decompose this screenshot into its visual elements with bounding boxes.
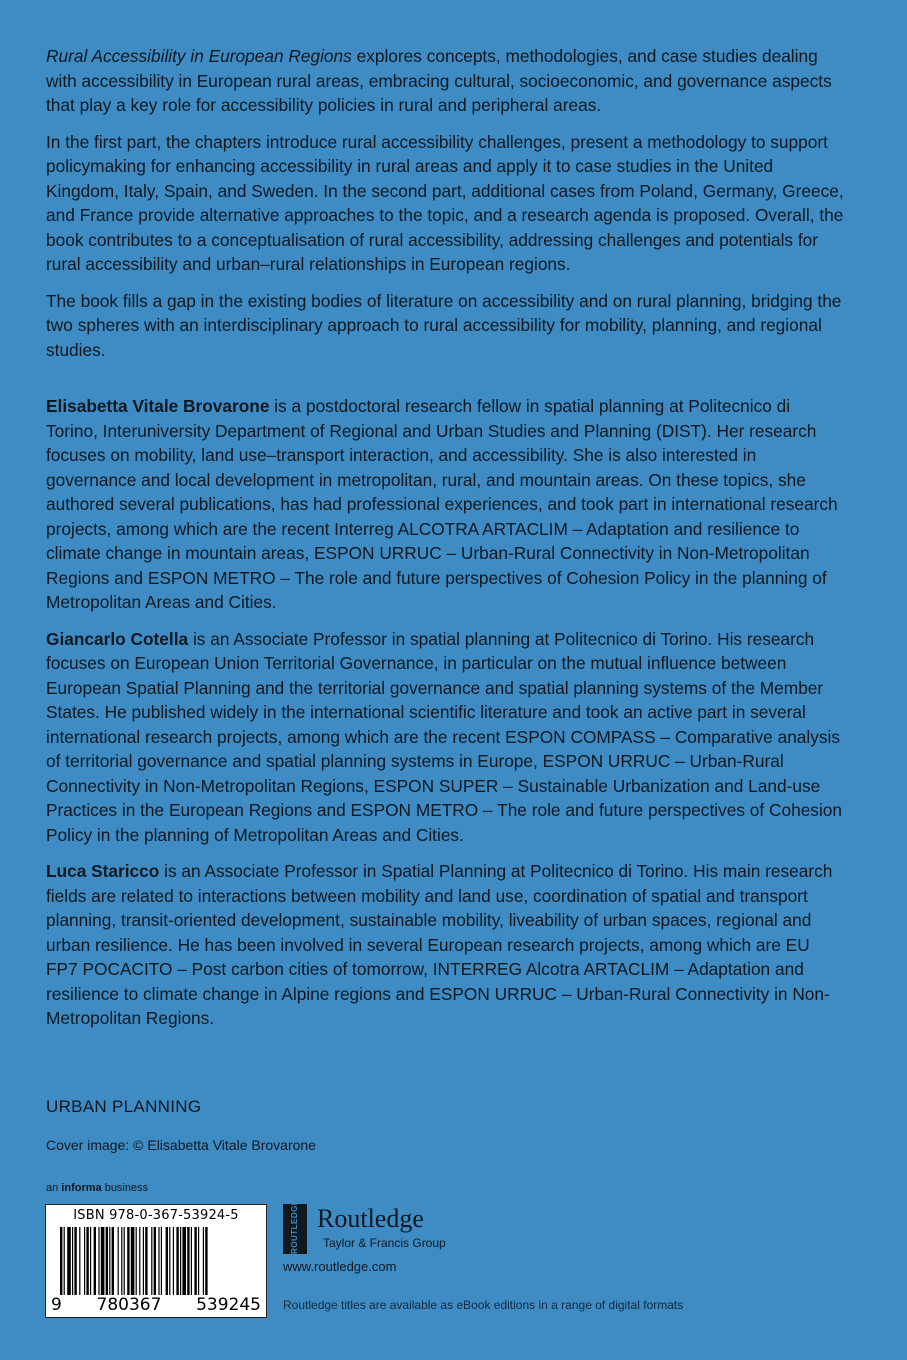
publisher-name: Routledge xyxy=(317,1204,424,1233)
book-blurb xyxy=(46,44,846,362)
publisher-group: Taylor & Francis Group xyxy=(323,1236,446,1250)
isbn-digit-right: 539245 xyxy=(196,1295,261,1315)
blurb-paragraph-3: The book fills a gap in the existing bodies of literature on accessibility and on rural planning, bridging the two spheres with an interdisciplinary approach to rural accessibility for mobility, planning, and regional studies. xyxy=(46,290,842,360)
cover-image-credit: Cover image: © Elisabetta Vitale Brovarone xyxy=(46,1137,316,1153)
author-bio-text-3: is an Associate Professor in Spatial Planning at Politecnico di Torino. His main research fields are related to interactions between mobility and land use, coordination of spatial and transport planning, transit-oriented development, sustainable mobility, liveability of urban spaces, regional and urban resilience. He has been involved in several European research projects, among which are EU FP7 POCACITO – Post carbon cities of tomorrow, INTERREG Alcotra ARTACLIM – Adaptation and resilience to climate change in Alpine regions and ESPON URRUC – Urban-Rural Connectivity in Non-Metropolitan Regions. xyxy=(46,861,833,1028)
blurb-paragraph-1 xyxy=(46,44,846,118)
author-bio-3 xyxy=(46,859,846,1031)
subject-category: URBAN PLANNING xyxy=(46,1097,202,1116)
author-bio-text-2: is an Associate Professor in spatial planning at Politecnico di Torino. His research focuses on European Union Territorial Governance, in particular on the mutual influence between European Spatial Planning and the territorial governance and spatial planning systems of the Member States. He published widely in the international scientific literature and took an active part in several international research projects, among which are the recent ESPON COMPASS – Comparative analysis of territorial governance and spatial planning systems in Europe, ESPON URRUC – Urban-Rural Connectivity in Non-Metropolitan Regions, ESPON SUPER – Sustainable Urbanization and Land-use Practices in the European Regions and ESPON METRO – The role and future perspectives of Cohesion Policy in the planning of Metropolitan Areas and Cities. xyxy=(46,628,843,845)
routledge-logo xyxy=(283,1199,473,1254)
isbn-label: ISBN 978-0-367-53924-5 xyxy=(73,1208,239,1223)
author-bio-2 xyxy=(46,627,846,848)
barcode-bars xyxy=(46,1227,266,1299)
isbn-barcode xyxy=(45,1204,267,1318)
isbn-digit-left: 780367 xyxy=(96,1295,162,1315)
book-title: Rural Accessibility in European Regions xyxy=(46,46,352,66)
blurb-p1-text: explores concepts, methodologies, and case studies dealing with accessibility in European rural areas, embracing cultural, socioeconomic, and governance aspects that play a key role for accessibility policies in rural and peripheral areas. xyxy=(46,46,832,115)
informa-business-line xyxy=(46,1182,148,1194)
author-name-2: Giancarlo Cotella xyxy=(46,628,189,649)
informa-suffix: business xyxy=(101,1182,149,1194)
isbn-digit-lead: 9 xyxy=(51,1295,62,1315)
author-name-3: Luca Staricco xyxy=(46,861,160,881)
informa-prefix: an xyxy=(46,1182,62,1194)
informa-brand: informa xyxy=(61,1182,102,1194)
author-bio-text-1: is a postdoctoral research fellow in spatial planning at Politecnico di Torino, Interuniversity Department of Regional and Urban Studies and Planning (DIST). Her research focuses on mobility, land use–transport interaction, and accessibility. She is also interested in governance and local development in metropolitan, rural, and mountain areas. On these topics, she authored several publications, has had professional experiences, and took part in international research projects, among which are the recent Interreg ALCOTRA ARTACLIM – Adaptation and resilience to climate change in mountain areas, ESPON URRUC – Urban-Rural Connectivity in Non-Metropolitan Regions and ESPON METRO – The role and future perspectives of Cohesion Policy in the planning of Metropolitan Areas and Cities. xyxy=(46,396,838,612)
author-bio-1 xyxy=(46,394,846,615)
blurb-paragraph-2: In the first part, the chapters introduce rural accessibility challenges, present a methodology to support policymaking for enhancing accessibility in rural areas and apply it to case studies in the United Kingdom, Italy, Spain, and Sweden. In the second part, additional cases from Poland, Germany, Greece, and France provide alternative approaches to the topic, and a research agenda is proposed. Overall, the book contributes to a conceptualisation of rural accessibility, addressing challenges and potentials for rural accessibility and urban–rural relationships in European regions. xyxy=(46,131,844,274)
author-name-1: Elisabetta Vitale Brovarone xyxy=(46,396,270,416)
author-bios xyxy=(46,394,846,1031)
isbn-digits xyxy=(50,1295,262,1315)
back-cover-text xyxy=(46,44,846,1043)
routledge-emblem-icon: ROUTLEDGE xyxy=(283,1204,307,1254)
ebook-note: Routledge titles are available as eBook editions in a range of digital formats xyxy=(283,1298,684,1312)
publisher-url[interactable]: www.routledge.com xyxy=(283,1259,397,1274)
